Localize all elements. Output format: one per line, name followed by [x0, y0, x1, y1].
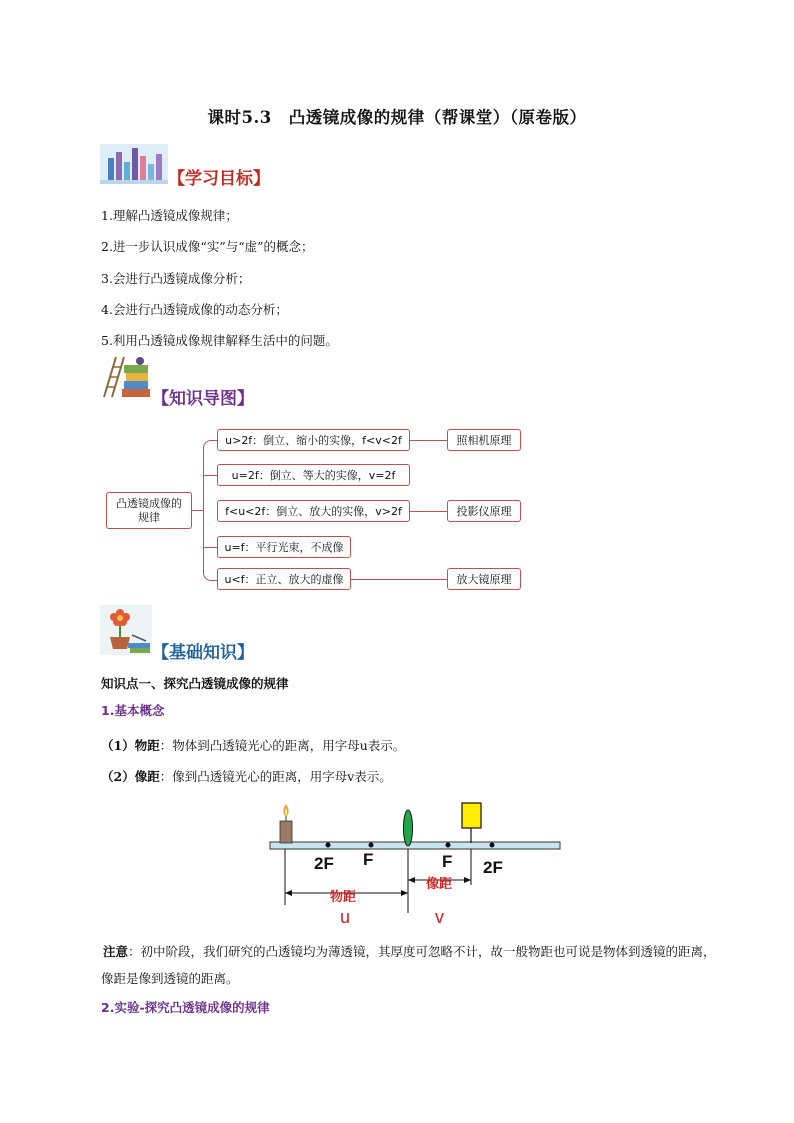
mindmap-application: 放大镜原理	[447, 568, 521, 590]
label-2f-left: 2F	[314, 854, 334, 873]
definition-text: ：像到凸透镜光心的距离，用字母v表示。	[159, 769, 392, 784]
mindmap-connector	[351, 579, 447, 580]
focal-point	[446, 843, 451, 848]
mindmap-connector	[410, 440, 447, 441]
mindmap-branch: u<f：正立、放大的虚像	[217, 568, 351, 590]
note-text: ：初中阶段，我们研究的凸透镜均为薄透镜，其厚度可忽略不计，故一般物距也可说是物体到透镜的距离，像距是像到透镜的距离。	[101, 944, 716, 986]
mindmap-branch: u>2f：倒立、缩小的实像，f<v<2f	[217, 429, 410, 451]
label-f-right: F	[442, 852, 453, 871]
mindmap-connector	[192, 510, 203, 511]
label-2f-right: 2F	[483, 858, 503, 877]
goal-item: 2.进一步认识成像“实”与“虚”的概念；	[101, 239, 314, 254]
focal-point	[326, 843, 331, 848]
books-chart-icon	[100, 144, 168, 184]
focal-point	[490, 843, 495, 848]
section-title-basics: 【基础知识】	[152, 643, 254, 663]
flower-pot-icon	[100, 605, 152, 655]
mindmap-connector	[410, 511, 447, 512]
definition-text: ：物体到凸透镜光心的距离，用字母u表示。	[159, 738, 406, 753]
lens-distance-diagram	[262, 795, 566, 927]
definition-object-distance	[101, 736, 405, 754]
label-image-distance: 像距	[426, 877, 453, 892]
label-f-left: F	[363, 850, 374, 869]
definition-label: （1）物距	[101, 738, 160, 753]
label-v: v	[435, 907, 444, 927]
goal-item: 4.会进行凸透镜成像的动态分析；	[101, 302, 288, 317]
convex-lens	[404, 810, 413, 846]
focal-point	[369, 843, 374, 848]
goal-item: 1.理解凸透镜成像规律；	[101, 208, 238, 223]
goal-item: 3.会进行凸透镜成像分析；	[101, 271, 251, 286]
label-u: u	[340, 907, 351, 927]
section-title-map: 【知识导图】	[152, 389, 254, 409]
subheading-experiment: 2.实验-探究凸透镜成像的规律	[101, 1000, 270, 1015]
books-ladder-icon	[100, 355, 152, 399]
mindmap-connector	[203, 547, 217, 548]
definition-label: （2）像距	[101, 769, 160, 784]
definition-image-distance	[101, 767, 392, 785]
optical-bench	[270, 842, 560, 849]
mindmap-bracket	[203, 440, 218, 581]
note-paragraph	[101, 938, 721, 992]
mindmap-application: 照相机原理	[447, 429, 521, 451]
mindmap-branch: u=2f：倒立、等大的实像，v=2f	[217, 464, 410, 486]
section-title-goals: 【学习目标】	[168, 169, 270, 189]
goal-item: 5.利用凸透镜成像规律解释生活中的问题。	[101, 333, 338, 348]
mindmap-root: 凸透镜成像的规律	[106, 492, 192, 529]
mindmap-branch: f<u<2f：倒立、放大的实像，v>2f	[217, 500, 410, 522]
note-label: 注意	[103, 944, 129, 959]
candle-icon	[280, 804, 292, 843]
label-object-distance: 物距	[330, 890, 357, 905]
knowledge-point-heading: 知识点一、探究凸透镜成像的规律	[101, 676, 289, 691]
page-title: 课时5.3 凸透镜成像的规律（帮课堂）（原卷版）	[207, 108, 587, 127]
subheading-basic-concepts: 1.基本概念	[101, 703, 165, 718]
screen-icon	[462, 803, 481, 843]
mindmap-branch: u=f：平行光束，不成像	[217, 536, 351, 558]
mindmap-application: 投影仪原理	[447, 500, 521, 522]
mindmap-connector	[203, 475, 217, 476]
